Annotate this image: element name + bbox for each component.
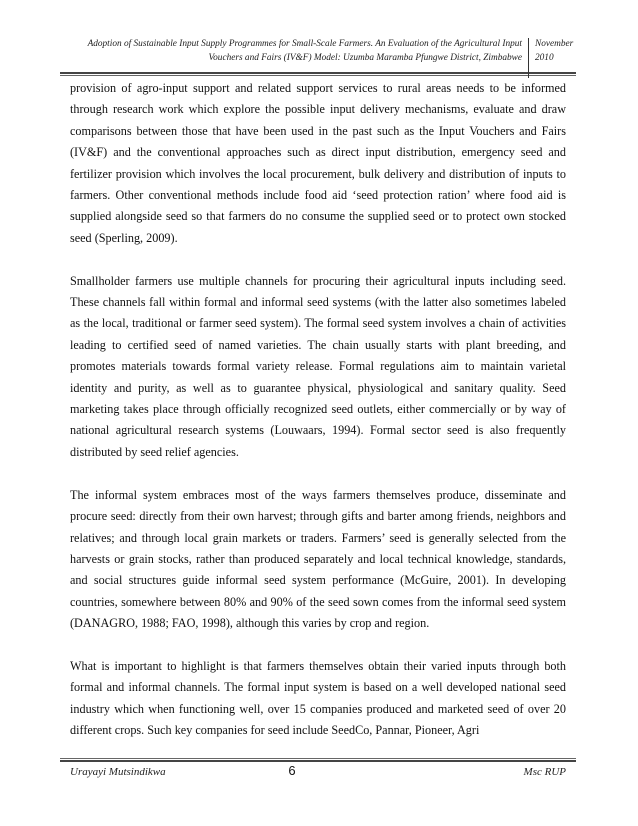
paragraph-1: provision of agro-input support and related support services to rural areas needs to be informed through research work which explore the possible input delivery mechanisms, evaluate and draw comparisons between those that have been used in the past such as the Input Vouchers and Fairs (IV&F) and the conventional approaches such as direct input distribution, emergency seed and fertilizer provision which involves the local procurement, bulk delivery and distribution of inputs to farmers. Other conventional methods include food aid ‘seed protection ration’ where food aid is supplied alongside seed so that farmers do no consume the supplied seed or to protect own stocked seed (Sperling, 2009). <box>70 81 566 245</box>
header-title-line-2: Vouchers and Fairs (IV&F) Model: Uzumba Maramba Pfungwe District, Zimbabwe <box>208 52 522 63</box>
page-number: 6 <box>288 763 296 778</box>
header-title <box>60 38 528 72</box>
paragraph-2: Smallholder farmers use multiple channels for procuring their agricultural inputs including seed. These channels fall within formal and informal seed systems (with the latter also sometimes labeled as the local, traditional or farmer seed system). The formal seed system involves a chain of activities leading to certified seed of named varieties. The chain usually starts with plant breeding, and promotes materials towards formal variety release. Formal regulations aim to maintain varietal identity and purity, as well as to guarantee physical, physiological and sanitary quality. Seed marketing takes place through officially recognized seed outlets, either commercially or by way of national agricultural research systems (Louwaars, 1994). Formal sector seed is also frequently distributed by seed relief agencies. <box>70 273 566 459</box>
header-date-month: November <box>535 39 574 49</box>
body-text <box>70 78 566 742</box>
footer-degree: Msc RUP <box>523 766 566 778</box>
header-title-line-1: Adoption of Sustainable Input Supply Programmes for Small-Scale Farmers. An Evaluation of the Agricultural Input <box>87 39 522 49</box>
footer-rule-secondary <box>60 758 576 759</box>
paragraph-3: The informal system embraces most of the ways farmers themselves produce, disseminate and procure seed: directly from their own harvest; through gifts and barter among friends, neighbors and relatives; and through local grain markets or traders. Farmers’ seed is generally selected from the harvests or grain stocks, rather than produced separately and local technical knowledge, standards, and social structures guide informal seed system performance (McGuire, 2001). In developing countries, somewhere between 80% and 90% of the seed sown comes from the informal seed system (DANAGRO, 1988; FAO, 1998), although this varies by crop and region. <box>70 487 566 631</box>
header-rule-secondary <box>60 75 576 76</box>
paragraph-4: What is important to highlight is that farmers themselves obtain their varied inputs through both formal and informal channels. The formal input system is based on a well developed national seed industry which when functioning well, over 15 companies produced and marketed seed of over 20 different crops. Such key companies for seed include SeedCo, Pannar, Pioneer, Agri <box>70 658 566 738</box>
running-header <box>60 38 576 72</box>
footer-author: Urayayi Mutsindikwa <box>70 766 166 778</box>
header-date <box>528 38 576 72</box>
footer-rule <box>60 760 576 762</box>
header-rule <box>60 72 576 74</box>
header-date-year: 2010 <box>535 52 554 63</box>
